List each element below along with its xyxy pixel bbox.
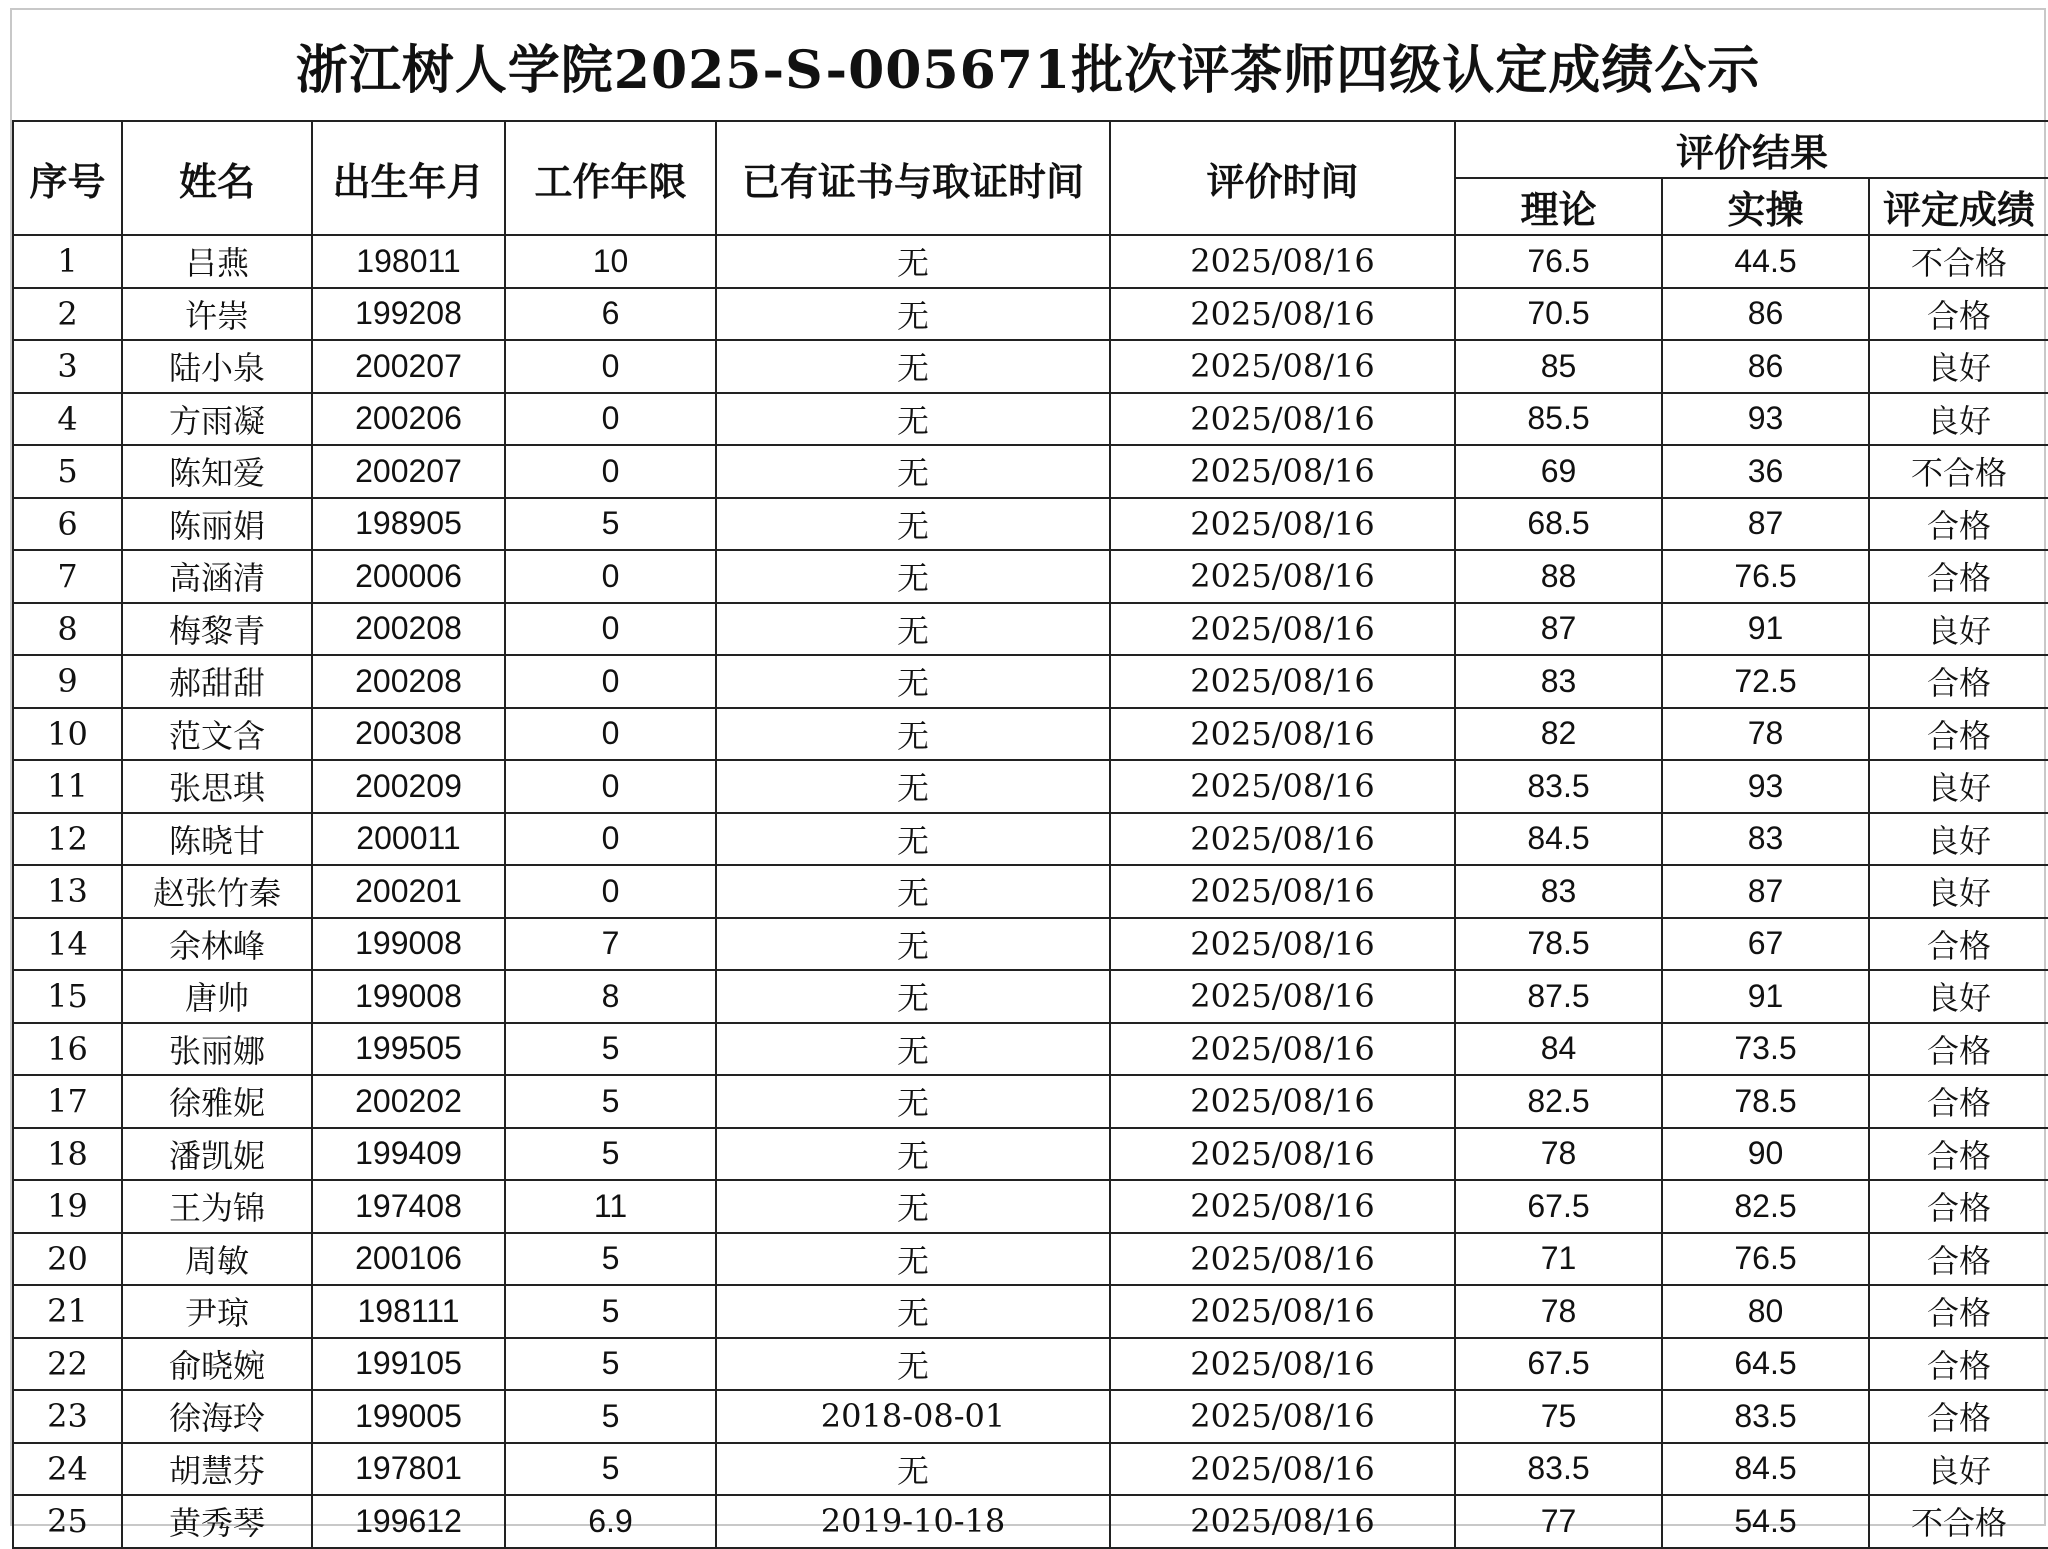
cell-seq: 13 [13, 865, 122, 918]
cell-cert: 无 [716, 550, 1110, 603]
cell-seq: 1 [13, 235, 122, 288]
cell-work-years: 5 [505, 1338, 716, 1391]
cell-work-years: 5 [505, 498, 716, 551]
cell-practice: 78 [1662, 708, 1869, 761]
table-header [13, 121, 2048, 235]
cell-seq: 4 [13, 393, 122, 446]
cell-birth: 200308 [312, 708, 505, 761]
cell-birth: 197801 [312, 1443, 505, 1496]
cell-name: 唐帅 [122, 970, 312, 1023]
results-table [12, 120, 2048, 1549]
cell-eval-date: 2025/08/16 [1110, 708, 1455, 761]
cell-grade: 良好 [1869, 603, 2048, 656]
cell-name: 张思琪 [122, 760, 312, 813]
cell-theory: 82 [1455, 708, 1662, 761]
cell-name: 陈晓甘 [122, 813, 312, 866]
cell-eval-date: 2025/08/16 [1110, 1180, 1455, 1233]
cell-eval-date: 2025/08/16 [1110, 1023, 1455, 1076]
cell-seq: 20 [13, 1233, 122, 1286]
table-row [13, 288, 2048, 341]
cell-practice: 91 [1662, 970, 1869, 1023]
cell-practice: 76.5 [1662, 550, 1869, 603]
cell-seq: 23 [13, 1390, 122, 1443]
cell-grade: 合格 [1869, 1390, 2048, 1443]
cell-work-years: 6 [505, 288, 716, 341]
cell-birth: 199612 [312, 1495, 505, 1548]
table-row [13, 235, 2048, 288]
header-theory: 理论 [1455, 178, 1662, 235]
cell-name: 陈丽娟 [122, 498, 312, 551]
cell-cert: 无 [716, 1285, 1110, 1338]
cell-eval-date: 2025/08/16 [1110, 1128, 1455, 1181]
cell-theory: 83.5 [1455, 760, 1662, 813]
cell-practice: 67 [1662, 918, 1869, 971]
cell-work-years: 0 [505, 655, 716, 708]
cell-theory: 70.5 [1455, 288, 1662, 341]
cell-seq: 10 [13, 708, 122, 761]
cell-eval-date: 2025/08/16 [1110, 288, 1455, 341]
cell-cert: 无 [716, 1075, 1110, 1128]
cell-work-years: 0 [505, 865, 716, 918]
cell-cert: 无 [716, 655, 1110, 708]
cell-theory: 87.5 [1455, 970, 1662, 1023]
table-row [13, 1075, 2048, 1128]
cell-name: 胡慧芬 [122, 1443, 312, 1496]
cell-cert: 无 [716, 235, 1110, 288]
cell-birth: 198011 [312, 235, 505, 288]
cell-cert: 无 [716, 1338, 1110, 1391]
cell-theory: 78.5 [1455, 918, 1662, 971]
cell-practice: 83.5 [1662, 1390, 1869, 1443]
cell-practice: 83 [1662, 813, 1869, 866]
cell-grade: 合格 [1869, 498, 2048, 551]
cell-practice: 64.5 [1662, 1338, 1869, 1391]
cell-birth: 200202 [312, 1075, 505, 1128]
cell-cert: 无 [716, 918, 1110, 971]
table-row [13, 340, 2048, 393]
cell-name: 余林峰 [122, 918, 312, 971]
cell-practice: 86 [1662, 288, 1869, 341]
cell-eval-date: 2025/08/16 [1110, 340, 1455, 393]
table-row [13, 1495, 2048, 1548]
cell-birth: 200208 [312, 655, 505, 708]
cell-name: 陆小泉 [122, 340, 312, 393]
cell-grade: 良好 [1869, 760, 2048, 813]
cell-name: 郝甜甜 [122, 655, 312, 708]
cell-eval-date: 2025/08/16 [1110, 760, 1455, 813]
cell-seq: 9 [13, 655, 122, 708]
cell-name: 赵张竹秦 [122, 865, 312, 918]
cell-practice: 87 [1662, 865, 1869, 918]
cell-grade: 合格 [1869, 1285, 2048, 1338]
cell-seq: 16 [13, 1023, 122, 1076]
cell-name: 黄秀琴 [122, 1495, 312, 1548]
header-result-group: 评价结果 [1455, 121, 2048, 178]
cell-grade: 合格 [1869, 288, 2048, 341]
cell-practice: 44.5 [1662, 235, 1869, 288]
cell-practice: 84.5 [1662, 1443, 1869, 1496]
cell-eval-date: 2025/08/16 [1110, 498, 1455, 551]
cell-theory: 84.5 [1455, 813, 1662, 866]
cell-eval-date: 2025/08/16 [1110, 1285, 1455, 1338]
cell-grade: 合格 [1869, 708, 2048, 761]
cell-grade: 合格 [1869, 655, 2048, 708]
cell-grade: 良好 [1869, 340, 2048, 393]
table-row [13, 1285, 2048, 1338]
cell-practice: 93 [1662, 760, 1869, 813]
cell-eval-date: 2025/08/16 [1110, 603, 1455, 656]
cell-theory: 83 [1455, 655, 1662, 708]
cell-theory: 85 [1455, 340, 1662, 393]
cell-practice: 91 [1662, 603, 1869, 656]
cell-eval-date: 2025/08/16 [1110, 1233, 1455, 1286]
cell-grade: 良好 [1869, 813, 2048, 866]
cell-seq: 5 [13, 445, 122, 498]
cell-seq: 25 [13, 1495, 122, 1548]
cell-work-years: 10 [505, 235, 716, 288]
cell-name: 许崇 [122, 288, 312, 341]
cell-seq: 22 [13, 1338, 122, 1391]
cell-theory: 76.5 [1455, 235, 1662, 288]
cell-practice: 72.5 [1662, 655, 1869, 708]
cell-work-years: 0 [505, 340, 716, 393]
cell-work-years: 0 [505, 813, 716, 866]
cell-work-years: 11 [505, 1180, 716, 1233]
cell-theory: 88 [1455, 550, 1662, 603]
cell-grade: 合格 [1869, 1180, 2048, 1233]
cell-work-years: 7 [505, 918, 716, 971]
cell-theory: 71 [1455, 1233, 1662, 1286]
cell-cert: 无 [716, 865, 1110, 918]
cell-seq: 7 [13, 550, 122, 603]
cell-work-years: 5 [505, 1075, 716, 1128]
cell-work-years: 6.9 [505, 1495, 716, 1548]
cell-theory: 85.5 [1455, 393, 1662, 446]
cell-practice: 80 [1662, 1285, 1869, 1338]
table-row [13, 1233, 2048, 1286]
cell-birth: 200006 [312, 550, 505, 603]
cell-eval-date: 2025/08/16 [1110, 655, 1455, 708]
cell-practice: 76.5 [1662, 1233, 1869, 1286]
cell-seq: 15 [13, 970, 122, 1023]
cell-eval-date: 2025/08/16 [1110, 1338, 1455, 1391]
cell-grade: 不合格 [1869, 235, 2048, 288]
cell-name: 方雨凝 [122, 393, 312, 446]
cell-cert: 无 [716, 760, 1110, 813]
cell-theory: 78 [1455, 1128, 1662, 1181]
cell-name: 徐雅妮 [122, 1075, 312, 1128]
cell-theory: 78 [1455, 1285, 1662, 1338]
cell-grade: 合格 [1869, 1233, 2048, 1286]
header-practice: 实操 [1662, 178, 1869, 235]
cell-work-years: 5 [505, 1023, 716, 1076]
cell-cert: 无 [716, 603, 1110, 656]
table-row [13, 1338, 2048, 1391]
cell-cert: 无 [716, 1233, 1110, 1286]
header-grade: 评定成绩 [1869, 178, 2048, 235]
cell-eval-date: 2025/08/16 [1110, 1443, 1455, 1496]
cell-practice: 54.5 [1662, 1495, 1869, 1548]
cell-eval-date: 2025/08/16 [1110, 393, 1455, 446]
table-row [13, 918, 2048, 971]
cell-practice: 36 [1662, 445, 1869, 498]
cell-theory: 83.5 [1455, 1443, 1662, 1496]
cell-practice: 86 [1662, 340, 1869, 393]
cell-grade: 合格 [1869, 1075, 2048, 1128]
cell-birth: 199005 [312, 1390, 505, 1443]
table-row [13, 445, 2048, 498]
cell-eval-date: 2025/08/16 [1110, 1390, 1455, 1443]
cell-eval-date: 2025/08/16 [1110, 235, 1455, 288]
cell-seq: 2 [13, 288, 122, 341]
cell-eval-date: 2025/08/16 [1110, 970, 1455, 1023]
cell-cert: 无 [716, 393, 1110, 446]
cell-name: 陈知爱 [122, 445, 312, 498]
header-work-years: 工作年限 [505, 121, 716, 235]
cell-grade: 合格 [1869, 918, 2048, 971]
cell-name: 周敏 [122, 1233, 312, 1286]
table-row [13, 603, 2048, 656]
table-row [13, 550, 2048, 603]
table-row [13, 708, 2048, 761]
cell-name: 范文含 [122, 708, 312, 761]
table-row [13, 1390, 2048, 1443]
cell-practice: 90 [1662, 1128, 1869, 1181]
cell-work-years: 8 [505, 970, 716, 1023]
cell-eval-date: 2025/08/16 [1110, 918, 1455, 971]
cell-theory: 82.5 [1455, 1075, 1662, 1128]
cell-grade: 不合格 [1869, 445, 2048, 498]
cell-seq: 18 [13, 1128, 122, 1181]
cell-theory: 77 [1455, 1495, 1662, 1548]
cell-birth: 199008 [312, 970, 505, 1023]
cell-grade: 良好 [1869, 1443, 2048, 1496]
results-sheet [10, 8, 2046, 1543]
cell-grade: 合格 [1869, 1338, 2048, 1391]
cell-name: 高涵清 [122, 550, 312, 603]
cell-eval-date: 2025/08/16 [1110, 1495, 1455, 1548]
cell-seq: 21 [13, 1285, 122, 1338]
table-row [13, 760, 2048, 813]
cell-name: 潘凯妮 [122, 1128, 312, 1181]
cell-name: 徐海玲 [122, 1390, 312, 1443]
cell-cert: 无 [716, 1443, 1110, 1496]
cell-birth: 197408 [312, 1180, 505, 1233]
cell-work-years: 5 [505, 1128, 716, 1181]
table-row [13, 393, 2048, 446]
cell-grade: 合格 [1869, 1023, 2048, 1076]
cell-work-years: 0 [505, 550, 716, 603]
table-row [13, 970, 2048, 1023]
cell-seq: 11 [13, 760, 122, 813]
cell-birth: 200208 [312, 603, 505, 656]
cell-seq: 24 [13, 1443, 122, 1496]
cell-theory: 68.5 [1455, 498, 1662, 551]
header-cert: 已有证书与取证时间 [716, 121, 1110, 235]
cell-eval-date: 2025/08/16 [1110, 550, 1455, 603]
cell-seq: 17 [13, 1075, 122, 1128]
cell-cert: 无 [716, 288, 1110, 341]
cell-practice: 78.5 [1662, 1075, 1869, 1128]
cell-birth: 198905 [312, 498, 505, 551]
cell-practice: 93 [1662, 393, 1869, 446]
cell-theory: 87 [1455, 603, 1662, 656]
cell-birth: 200201 [312, 865, 505, 918]
cell-theory: 69 [1455, 445, 1662, 498]
table-row [13, 498, 2048, 551]
cell-grade: 良好 [1869, 393, 2048, 446]
cell-birth: 200206 [312, 393, 505, 446]
cell-theory: 83 [1455, 865, 1662, 918]
cell-birth: 199008 [312, 918, 505, 971]
cell-theory: 67.5 [1455, 1180, 1662, 1233]
cell-birth: 200207 [312, 445, 505, 498]
header-seq: 序号 [13, 121, 122, 235]
cell-birth: 199105 [312, 1338, 505, 1391]
cell-cert: 无 [716, 1023, 1110, 1076]
cell-name: 王为锦 [122, 1180, 312, 1233]
cell-work-years: 5 [505, 1233, 716, 1286]
cell-practice: 73.5 [1662, 1023, 1869, 1076]
cell-cert: 无 [716, 498, 1110, 551]
cell-birth: 199409 [312, 1128, 505, 1181]
cell-work-years: 0 [505, 708, 716, 761]
cell-birth: 199505 [312, 1023, 505, 1076]
cell-eval-date: 2025/08/16 [1110, 1075, 1455, 1128]
cell-grade: 合格 [1869, 1128, 2048, 1181]
cell-cert: 2018-08-01 [716, 1390, 1110, 1443]
cell-name: 俞晓婉 [122, 1338, 312, 1391]
cell-cert: 无 [716, 340, 1110, 393]
cell-theory: 67.5 [1455, 1338, 1662, 1391]
cell-seq: 14 [13, 918, 122, 971]
table-row [13, 655, 2048, 708]
cell-seq: 6 [13, 498, 122, 551]
table-row [13, 1023, 2048, 1076]
page-title: 浙江树人学院2025-S-005671批次评茶师四级认定成绩公示 [295, 39, 1761, 101]
cell-birth: 199208 [312, 288, 505, 341]
cell-cert: 无 [716, 1180, 1110, 1233]
cell-grade: 不合格 [1869, 1495, 2048, 1548]
cell-theory: 75 [1455, 1390, 1662, 1443]
cell-cert: 无 [716, 970, 1110, 1023]
cell-birth: 198111 [312, 1285, 505, 1338]
cell-grade: 良好 [1869, 970, 2048, 1023]
cell-name: 梅黎青 [122, 603, 312, 656]
cell-work-years: 5 [505, 1285, 716, 1338]
cell-seq: 3 [13, 340, 122, 393]
cell-grade: 良好 [1869, 865, 2048, 918]
table-row [13, 1180, 2048, 1233]
cell-cert: 无 [716, 1128, 1110, 1181]
header-eval-date: 评价时间 [1110, 121, 1455, 235]
cell-cert: 无 [716, 445, 1110, 498]
header-birth: 出生年月 [312, 121, 505, 235]
cell-work-years: 0 [505, 603, 716, 656]
table-row [13, 1443, 2048, 1496]
table-row [13, 1128, 2048, 1181]
cell-name: 尹琼 [122, 1285, 312, 1338]
cell-work-years: 5 [505, 1390, 716, 1443]
cell-work-years: 0 [505, 760, 716, 813]
cell-cert: 无 [716, 813, 1110, 866]
cell-eval-date: 2025/08/16 [1110, 865, 1455, 918]
table-body [13, 235, 2048, 1548]
cell-birth: 200207 [312, 340, 505, 393]
cell-name: 张丽娜 [122, 1023, 312, 1076]
cell-seq: 19 [13, 1180, 122, 1233]
cell-practice: 87 [1662, 498, 1869, 551]
cell-eval-date: 2025/08/16 [1110, 445, 1455, 498]
cell-birth: 200106 [312, 1233, 505, 1286]
cell-eval-date: 2025/08/16 [1110, 813, 1455, 866]
cell-grade: 合格 [1869, 550, 2048, 603]
cell-seq: 8 [13, 603, 122, 656]
cell-birth: 200011 [312, 813, 505, 866]
table-row [13, 813, 2048, 866]
cell-work-years: 0 [505, 445, 716, 498]
cell-practice: 82.5 [1662, 1180, 1869, 1233]
cell-work-years: 5 [505, 1443, 716, 1496]
cell-cert: 2019-10-18 [716, 1495, 1110, 1548]
cell-work-years: 0 [505, 393, 716, 446]
table-row [13, 865, 2048, 918]
header-name: 姓名 [122, 121, 312, 235]
cell-name: 吕燕 [122, 235, 312, 288]
cell-cert: 无 [716, 708, 1110, 761]
cell-birth: 200209 [312, 760, 505, 813]
cell-seq: 12 [13, 813, 122, 866]
cell-theory: 84 [1455, 1023, 1662, 1076]
